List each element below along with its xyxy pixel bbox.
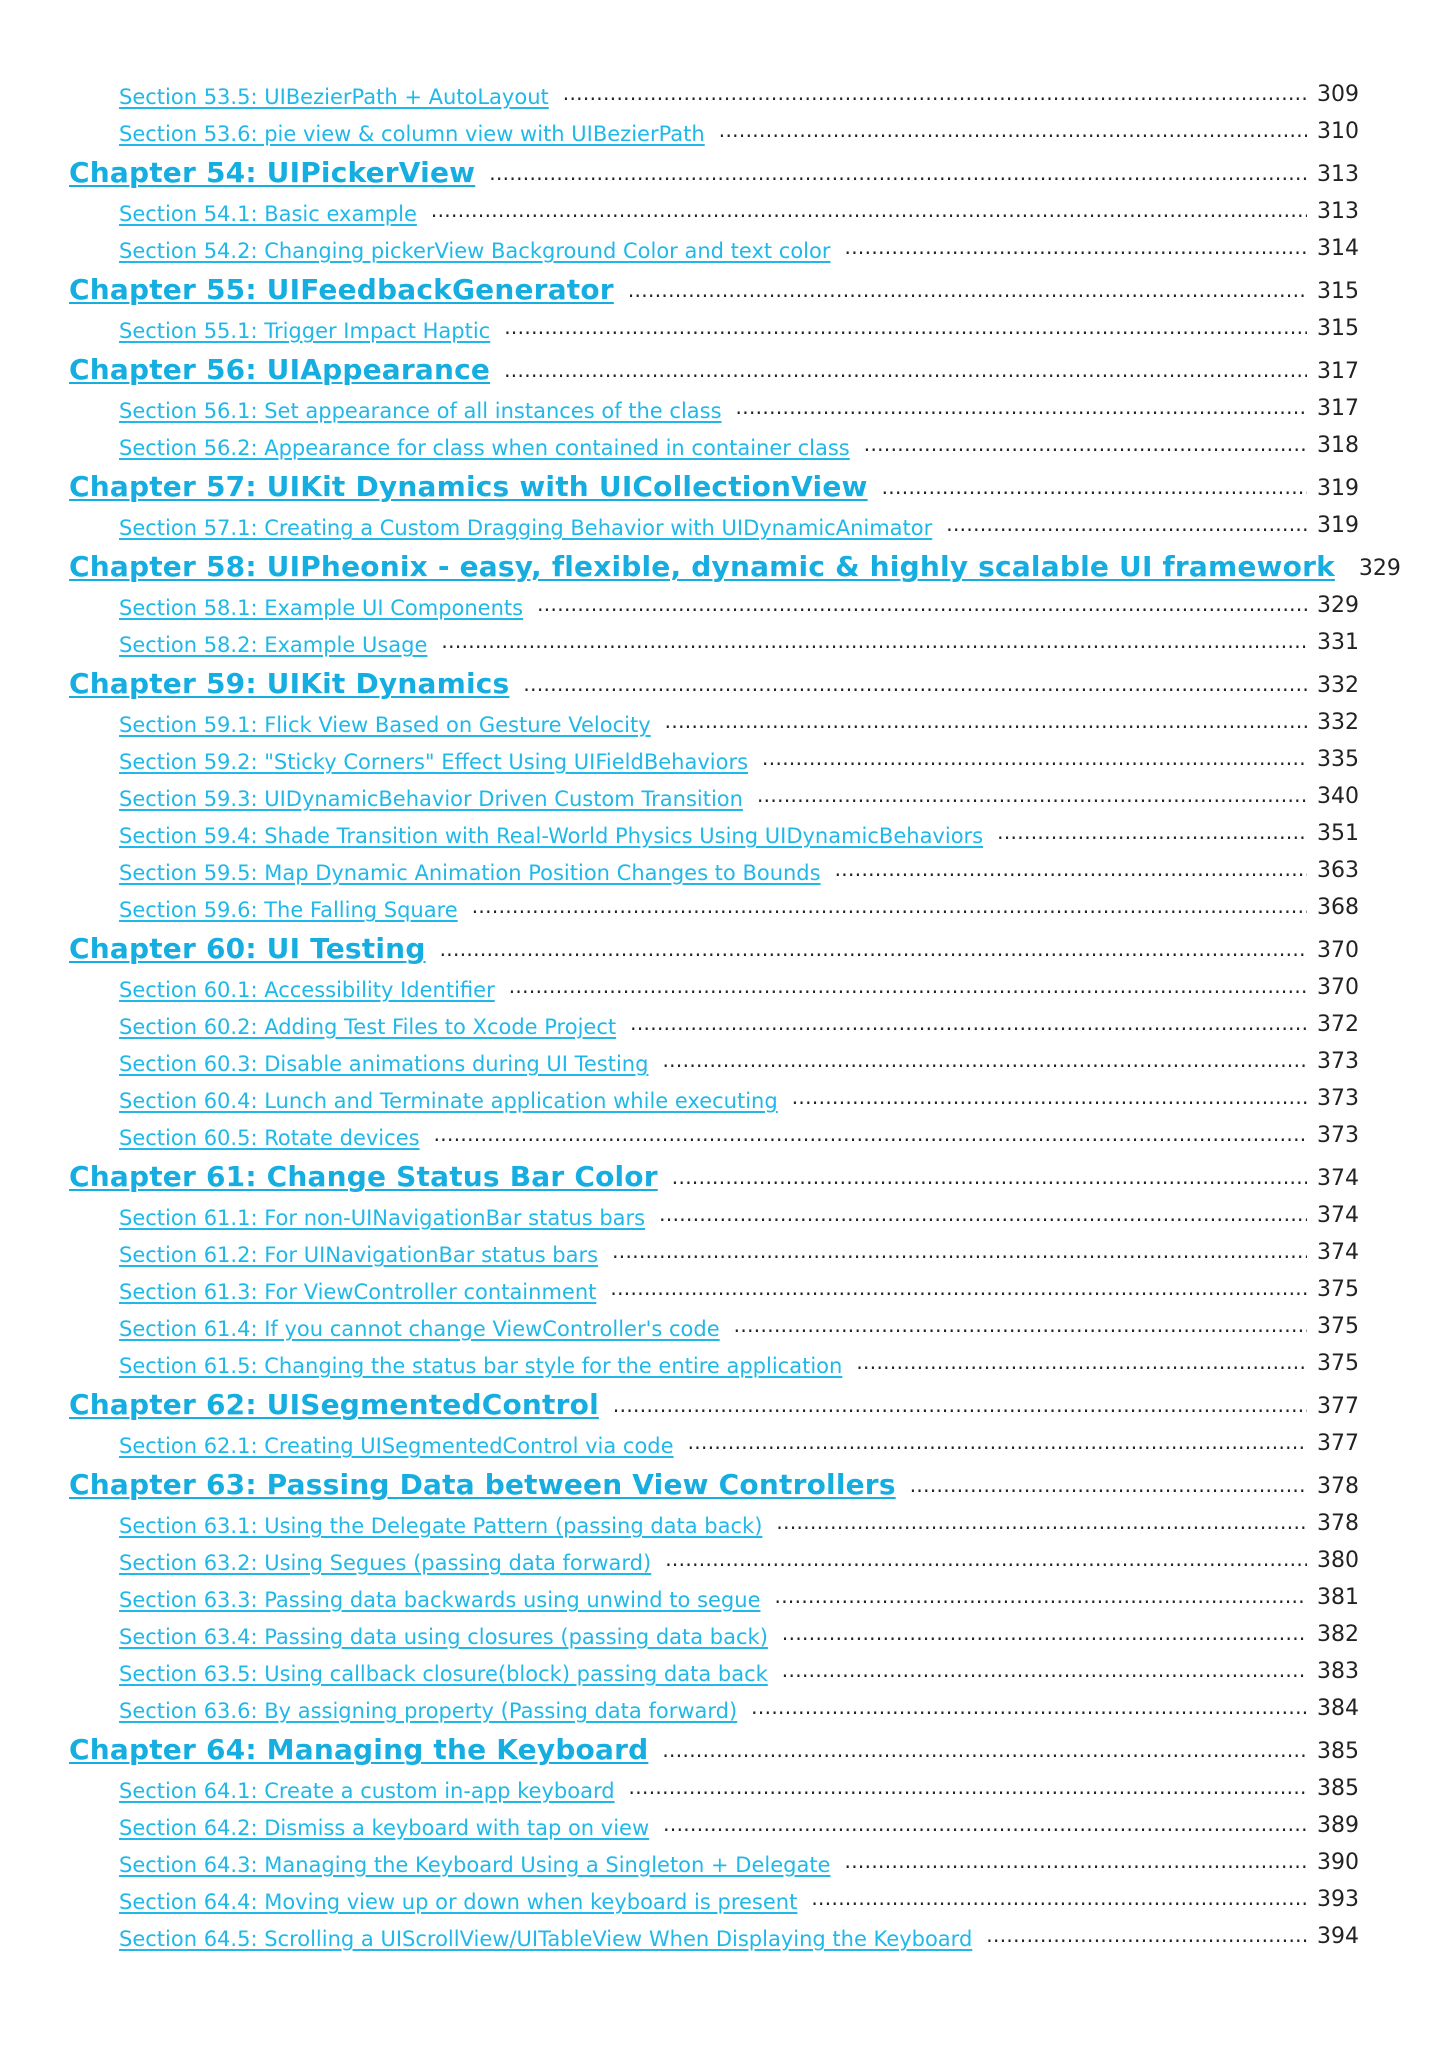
toc-section-row[interactable] xyxy=(69,423,1359,460)
toc-section-row[interactable] xyxy=(69,1766,1359,1803)
dot-leader xyxy=(662,1050,1307,1076)
dot-leader xyxy=(613,1395,1307,1421)
section-link[interactable]: Section 62.1: Creating UISegmentedControl via code xyxy=(119,1434,674,1458)
page-number: 394 xyxy=(1317,1924,1359,1949)
toc-section-row[interactable] xyxy=(69,1803,1359,1840)
page-number: 374 xyxy=(1317,1166,1359,1191)
page-number: 315 xyxy=(1317,316,1359,341)
page-number: 378 xyxy=(1317,1474,1359,1499)
toc-section-row[interactable] xyxy=(69,1002,1359,1039)
page-number: 310 xyxy=(1317,119,1359,144)
page-number: 335 xyxy=(1317,747,1359,772)
dot-leader xyxy=(434,1124,1307,1150)
dot-leader xyxy=(882,477,1307,503)
section-link[interactable]: Section 63.4: Passing data using closures (passing data back) xyxy=(119,1625,768,1649)
dot-leader xyxy=(440,939,1307,965)
section-link[interactable]: Section 63.3: Passing data backwards using unwind to segue xyxy=(119,1588,761,1612)
page-number: 374 xyxy=(1317,1203,1359,1228)
toc-section-row[interactable] xyxy=(69,1649,1359,1686)
page-number: 318 xyxy=(1317,433,1359,458)
page-number: 378 xyxy=(1317,1511,1359,1536)
section-link[interactable]: Section 61.3: For ViewController containment xyxy=(119,1280,597,1304)
page-number: 329 xyxy=(1358,556,1401,581)
toc-section-row[interactable] xyxy=(69,620,1359,657)
section-link[interactable]: Section 60.2: Adding Test Files to Xcode Project xyxy=(119,1015,617,1039)
toc-section-row[interactable] xyxy=(69,700,1359,737)
section-link[interactable]: Section 59.3: UIDynamicBehavior Driven Custom Transition xyxy=(119,787,743,811)
dot-leader xyxy=(665,1549,1307,1575)
section-link[interactable]: Section 63.2: Using Segues (passing data forward) xyxy=(119,1551,652,1575)
dot-leader xyxy=(811,1888,1307,1914)
page-number: 373 xyxy=(1317,1123,1359,1148)
toc-section-row[interactable] xyxy=(69,1267,1359,1304)
section-link[interactable]: Section 63.1: Using the Delegate Pattern (passing data back) xyxy=(119,1514,763,1538)
dot-leader xyxy=(629,1777,1307,1803)
toc-section-row[interactable] xyxy=(69,189,1359,226)
dot-leader xyxy=(845,237,1308,263)
dot-leader xyxy=(523,674,1307,700)
page-number: 370 xyxy=(1317,975,1359,1000)
dot-leader xyxy=(663,1814,1307,1840)
dot-leader xyxy=(628,280,1307,306)
dot-leader xyxy=(672,1167,1307,1193)
section-link[interactable]: Section 56.1: Set appearance of all instances of the class xyxy=(119,399,722,423)
section-link[interactable]: Section 57.1: Creating a Custom Dragging Behavior with UIDynamicAnimator xyxy=(119,516,933,540)
toc-section-row[interactable] xyxy=(69,848,1359,885)
page-number: 331 xyxy=(1317,630,1359,655)
toc-section-row[interactable] xyxy=(69,737,1359,774)
chapter-link[interactable]: Chapter 63: Passing Data between View Controllers xyxy=(69,1468,896,1501)
section-link[interactable]: Section 58.1: Example UI Components xyxy=(119,596,524,620)
page-number: 313 xyxy=(1317,162,1359,187)
section-link[interactable]: Section 61.2: For UINavigationBar status bars xyxy=(119,1243,599,1267)
dot-leader xyxy=(986,1925,1307,1951)
dot-leader xyxy=(734,1315,1307,1341)
section-link[interactable]: Section 60.3: Disable animations during UI Testing xyxy=(119,1052,649,1076)
page-number: 385 xyxy=(1317,1776,1359,1801)
dot-leader xyxy=(688,1432,1307,1458)
toc-section-row[interactable] xyxy=(69,1877,1359,1914)
page-number: 380 xyxy=(1317,1548,1359,1573)
toc-section-row[interactable] xyxy=(69,386,1359,423)
toc-section-row[interactable] xyxy=(69,1230,1359,1267)
table-of-contents xyxy=(0,72,1448,1951)
page-number: 383 xyxy=(1317,1659,1359,1684)
toc-section-row[interactable] xyxy=(69,583,1359,620)
section-link[interactable]: Section 61.1: For non-UINavigationBar status bars xyxy=(119,1206,646,1230)
toc-section-row[interactable] xyxy=(69,1039,1359,1076)
toc-section-row[interactable] xyxy=(69,1193,1359,1230)
toc-section-row[interactable] xyxy=(69,1686,1359,1723)
page-number: 309 xyxy=(1317,82,1359,107)
toc-section-row[interactable] xyxy=(69,811,1359,848)
toc-chapter-row[interactable] xyxy=(69,657,1359,700)
section-link[interactable]: Section 58.2: Example Usage xyxy=(119,633,428,657)
section-link[interactable]: Section 59.6: The Falling Square xyxy=(119,898,458,922)
page-number: 382 xyxy=(1317,1622,1359,1647)
page-number: 329 xyxy=(1317,593,1359,618)
dot-leader xyxy=(630,1013,1307,1039)
dot-leader xyxy=(910,1475,1307,1501)
page-number: 314 xyxy=(1317,236,1359,261)
page-number: 315 xyxy=(1317,279,1359,304)
page-number: 375 xyxy=(1317,1277,1359,1302)
section-link[interactable]: Section 63.5: Using callback closure(block) passing data back xyxy=(119,1662,768,1686)
dot-leader xyxy=(864,434,1307,460)
page-number: 389 xyxy=(1317,1813,1359,1838)
section-link[interactable]: Section 59.2: "Sticky Corners" Effect Using UIFieldBehaviors xyxy=(119,750,749,774)
section-link[interactable]: Section 64.1: Create a custom in-app keyboard xyxy=(119,1779,615,1803)
toc-section-row[interactable] xyxy=(69,1538,1359,1575)
page-number: 375 xyxy=(1317,1351,1359,1376)
page-number: 319 xyxy=(1317,513,1359,538)
toc-section-row[interactable] xyxy=(69,1304,1359,1341)
dot-leader xyxy=(509,976,1307,1002)
page-number: 351 xyxy=(1317,821,1359,846)
section-link[interactable]: Section 60.1: Accessibility Identifier xyxy=(119,978,495,1002)
dot-leader xyxy=(719,120,1307,146)
dot-leader xyxy=(782,1660,1307,1686)
dot-leader xyxy=(441,631,1307,657)
page-number: 385 xyxy=(1317,1739,1359,1764)
toc-section-row[interactable] xyxy=(69,1421,1359,1458)
section-link[interactable]: Section 59.5: Map Dynamic Animation Position Changes to Bounds xyxy=(119,861,821,885)
toc-section-row[interactable] xyxy=(69,1076,1359,1113)
page-number: 372 xyxy=(1317,1012,1359,1037)
page-number: 381 xyxy=(1317,1585,1359,1610)
dot-leader xyxy=(736,397,1307,423)
chapter-link[interactable]: Chapter 58: UIPheonix - easy, flexible, dynamic & highly scalable UI framework xyxy=(69,550,1335,583)
page-number: 377 xyxy=(1317,1394,1359,1419)
chapter-link[interactable]: Chapter 61: Change Status Bar Color xyxy=(69,1160,658,1193)
toc-chapter-row[interactable] xyxy=(69,1458,1359,1501)
dot-leader xyxy=(762,748,1307,774)
dot-leader xyxy=(782,1623,1307,1649)
dot-leader xyxy=(489,163,1307,189)
dot-leader xyxy=(472,896,1307,922)
toc-section-row[interactable] xyxy=(69,1840,1359,1877)
page-number: 393 xyxy=(1317,1887,1359,1912)
toc-chapter-row[interactable] xyxy=(69,263,1359,306)
chapter-link[interactable]: Chapter 64: Managing the Keyboard xyxy=(69,1733,649,1766)
section-link[interactable]: Section 64.2: Dismiss a keyboard with tap on view xyxy=(119,1816,650,1840)
toc-section-row[interactable] xyxy=(69,503,1359,540)
toc-section-row[interactable] xyxy=(69,1341,1359,1378)
dot-leader xyxy=(659,1204,1307,1230)
toc-section-row[interactable] xyxy=(69,72,1359,109)
page-number: 368 xyxy=(1317,895,1359,920)
toc-chapter-row[interactable] xyxy=(69,1378,1359,1421)
dot-leader xyxy=(856,1352,1307,1378)
dot-leader xyxy=(431,200,1307,226)
chapter-link[interactable]: Chapter 56: UIAppearance xyxy=(69,353,491,386)
chapter-link[interactable]: Chapter 60: UI Testing xyxy=(69,932,426,965)
chapter-link[interactable]: Chapter 55: UIFeedbackGenerator xyxy=(69,273,614,306)
dot-leader xyxy=(792,1087,1307,1113)
toc-chapter-row[interactable] xyxy=(69,540,1401,583)
dot-leader xyxy=(844,1851,1307,1877)
section-link[interactable]: Section 55.1: Trigger Impact Haptic xyxy=(119,319,491,343)
dot-leader xyxy=(751,1697,1307,1723)
dot-leader xyxy=(946,514,1307,540)
section-link[interactable]: Section 64.4: Moving view up or down when keyboard is present xyxy=(119,1890,798,1914)
section-link[interactable]: Section 61.5: Changing the status bar style for the entire application xyxy=(119,1354,843,1378)
toc-chapter-row[interactable] xyxy=(69,146,1359,189)
section-link[interactable]: Section 53.6: pie view & column view with UIBezierPath xyxy=(119,122,705,146)
toc-chapter-row[interactable] xyxy=(69,922,1359,965)
toc-chapter-row[interactable] xyxy=(69,343,1359,386)
dot-leader xyxy=(774,1586,1307,1612)
chapter-link[interactable]: Chapter 57: UIKit Dynamics with UICollectionView xyxy=(69,470,868,503)
toc-section-row[interactable] xyxy=(69,965,1359,1002)
chapter-link[interactable]: Chapter 59: UIKit Dynamics xyxy=(69,667,510,700)
section-link[interactable]: Section 64.3: Managing the Keyboard Using a Singleton + Delegate xyxy=(119,1853,831,1877)
dot-leader xyxy=(757,785,1307,811)
section-link[interactable]: Section 56.2: Appearance for class when contained in container class xyxy=(119,436,850,460)
page-number: 373 xyxy=(1317,1049,1359,1074)
section-link[interactable]: Section 60.5: Rotate devices xyxy=(119,1126,420,1150)
dot-leader xyxy=(835,859,1307,885)
page-number: 340 xyxy=(1317,784,1359,809)
dot-leader xyxy=(504,360,1307,386)
dot-leader xyxy=(563,83,1307,109)
toc-chapter-row[interactable] xyxy=(69,460,1359,503)
dot-leader xyxy=(612,1241,1307,1267)
section-link[interactable]: Section 59.1: Flick View Based on Gesture Velocity xyxy=(119,713,651,737)
section-link[interactable]: Section 54.2: Changing pickerView Background Color and text color xyxy=(119,239,831,263)
page-number: 317 xyxy=(1317,396,1359,421)
toc-section-row[interactable] xyxy=(69,109,1359,146)
dot-leader xyxy=(537,594,1307,620)
section-link[interactable]: Section 54.1: Basic example xyxy=(119,202,417,226)
page-number: 375 xyxy=(1317,1314,1359,1339)
section-link[interactable]: Section 60.4: Lunch and Terminate application while executing xyxy=(119,1089,778,1113)
toc-section-row[interactable] xyxy=(69,774,1359,811)
toc-section-row[interactable] xyxy=(69,1501,1359,1538)
chapter-link[interactable]: Chapter 54: UIPickerView xyxy=(69,156,476,189)
toc-section-row[interactable] xyxy=(69,885,1359,922)
toc-section-row[interactable] xyxy=(69,1914,1359,1951)
page-number: 384 xyxy=(1317,1696,1359,1721)
section-link[interactable]: Section 64.5: Scrolling a UIScrollView/UITableView When Displaying the Keyboard xyxy=(119,1927,973,1951)
dot-leader xyxy=(610,1278,1307,1304)
dot-leader xyxy=(776,1512,1307,1538)
page-number: 373 xyxy=(1317,1086,1359,1111)
dot-leader xyxy=(665,711,1307,737)
toc-section-row[interactable] xyxy=(69,226,1359,263)
page-number: 390 xyxy=(1317,1850,1359,1875)
section-link[interactable]: Section 61.4: If you cannot change ViewController's code xyxy=(119,1317,720,1341)
page-number: 363 xyxy=(1317,858,1359,883)
toc-section-row[interactable] xyxy=(69,306,1359,343)
toc-section-row[interactable] xyxy=(69,1113,1359,1150)
dot-leader xyxy=(504,317,1307,343)
section-link[interactable]: Section 59.4: Shade Transition with Real-World Physics Using UIDynamicBehaviors xyxy=(119,824,984,848)
toc-chapter-row[interactable] xyxy=(69,1150,1359,1193)
toc-section-row[interactable] xyxy=(69,1612,1359,1649)
chapter-link[interactable]: Chapter 62: UISegmentedControl xyxy=(69,1388,599,1421)
page-number: 313 xyxy=(1317,199,1359,224)
dot-leader xyxy=(662,1740,1307,1766)
page-number: 370 xyxy=(1317,938,1359,963)
page-number: 319 xyxy=(1317,476,1359,501)
toc-chapter-row[interactable] xyxy=(69,1723,1359,1766)
page-number: 377 xyxy=(1317,1431,1359,1456)
page-number: 332 xyxy=(1317,673,1359,698)
section-link[interactable]: Section 63.6: By assigning property (Passing data forward) xyxy=(119,1699,738,1723)
dot-leader xyxy=(997,822,1307,848)
page-number: 317 xyxy=(1317,359,1359,384)
section-link[interactable]: Section 53.5: UIBezierPath + AutoLayout xyxy=(119,85,549,109)
toc-section-row[interactable] xyxy=(69,1575,1359,1612)
page-number: 374 xyxy=(1317,1240,1359,1265)
page-number: 332 xyxy=(1317,710,1359,735)
